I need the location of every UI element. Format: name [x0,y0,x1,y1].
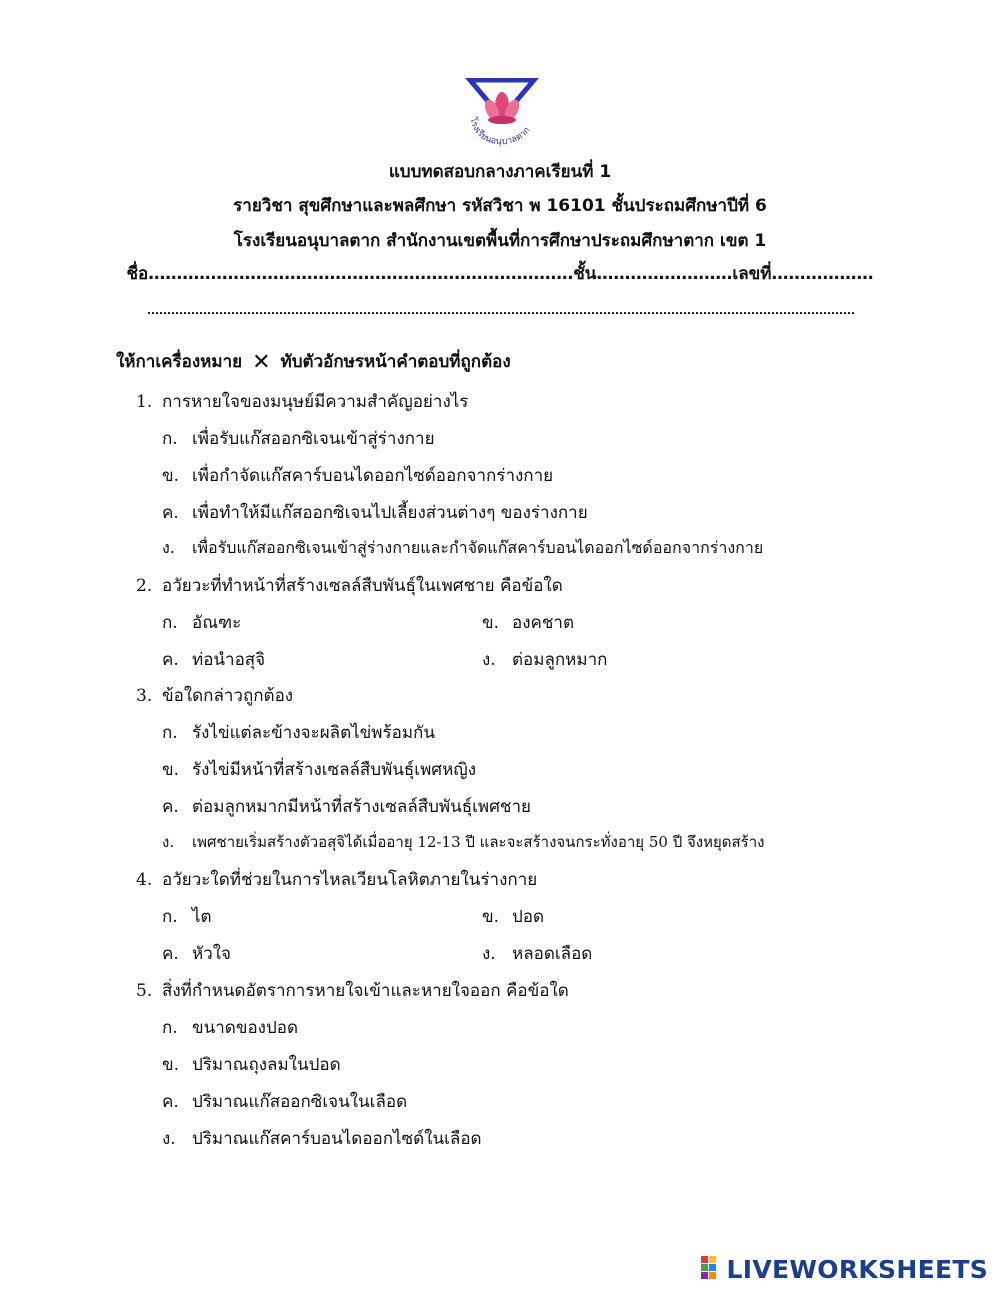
option-text: ท่อนำอสุจิ [192,650,266,670]
option-text: ปริมาณแก๊สออกซิเจนในเลือด [192,1092,408,1112]
option-letter: ข. [162,760,180,780]
question-text: การหายใจของมนุษย์มีความสำคัญอย่างไร [162,392,469,412]
liveworksheets-brand[interactable] [701,1254,988,1284]
question-number: 3. [136,686,153,706]
option-text: เพศชายเริ่มสร้างตัวอสุจิได้เมื่ออายุ 12-13 ปี และจะสร้างจนกระทั่งอายุ 50 ปี จึงหยุดสร้าง [192,833,765,851]
option-letter: ง. [162,1129,176,1149]
option-text: ไต [192,907,212,927]
liveworksheets-logo-icon [701,1256,725,1282]
q1-option-d[interactable] [162,536,763,561]
q1-option-b[interactable] [162,462,553,489]
lotus-icon [482,92,522,124]
option-letter: ก. [162,429,178,449]
option-text: หลอดเลือด [512,944,593,964]
q3-option-d[interactable] [162,830,764,854]
question-4 [136,866,537,893]
option-letter: ค. [162,1092,179,1112]
question-3 [136,682,293,709]
class-label: ชั้น [573,264,597,284]
q3-option-a[interactable] [162,719,435,746]
option-letter: ง. [162,833,175,851]
q5-option-a[interactable] [162,1014,298,1041]
school-logo [462,78,542,150]
q2-option-d[interactable] [482,646,607,673]
option-text: ต่อมลูกหมากมีหน้าที่สร้างเซลล์สืบพันธุ์เพศชาย [192,797,531,817]
option-text: เพื่อรับแก๊สออกซิเจนเข้าสู่ร่างกายและกำจัดแก๊สคาร์บอนไดออกไซด์ออกจากร่างกาย [192,538,764,557]
q2-option-b[interactable] [482,609,574,636]
exam-title: แบบทดสอบกลางภาคเรียนที่ 1 [388,162,612,182]
instruction-after: ทับตัวอักษรหน้าคำตอบที่ถูกต้อง [280,352,511,372]
option-letter: ก. [162,723,178,743]
question-text: สิ่งที่กำหนดอัตราการหายใจเข้าและหายใจออก คือข้อใด [162,981,569,1001]
option-letter: ข. [162,1055,180,1075]
q1-option-c[interactable] [162,499,588,526]
q5-option-d[interactable] [162,1125,482,1152]
brand-name: LIVEWORKSHEETS [726,1254,988,1284]
question-text: อวัยวะที่ทำหน้าที่สร้างเซลล์สืบพันธุ์ในเพศชาย คือข้อใด [162,576,563,596]
option-text: หัวใจ [192,944,232,964]
q3-option-c[interactable] [162,793,531,820]
question-5 [136,977,569,1004]
option-letter: ง. [162,538,175,557]
option-letter: ค. [162,650,179,670]
q5-option-b[interactable] [162,1051,341,1078]
option-text: ปริมาณถุงลมในปอด [192,1055,341,1075]
option-letter: ก. [162,1018,178,1038]
cross-mark-icon: ✕ [252,350,271,375]
q4-option-d[interactable] [482,940,592,967]
class-field[interactable]: …………………… [596,264,733,284]
school-logo-text: โรงเรียนอนุบาลตาก [467,116,533,148]
q4-option-c[interactable] [162,940,231,967]
number-field[interactable]: ……………… [771,264,874,284]
q1-option-a[interactable] [162,425,435,452]
question-number: 5. [136,981,153,1001]
question-number: 1. [136,392,153,412]
question-2 [136,572,563,599]
option-text: องคชาต [512,613,575,633]
q2-option-a[interactable] [162,609,241,636]
option-text: รังไข่มีหน้าที่สร้างเซลล์สืบพันธุ์เพศหญิง [192,760,477,780]
number-label: เลขที่ [732,264,772,284]
q4-option-b[interactable] [482,903,544,930]
question-number: 2. [136,576,153,596]
option-letter: ค. [162,797,179,817]
q3-option-b[interactable] [162,756,476,783]
subject-line: รายวิชา สุขศึกษาและพลศึกษา รหัสวิชา พ 16101 ชั้นประถมศึกษาปีที่ 6 [233,196,767,216]
option-letter: ข. [482,907,500,927]
option-letter: ค. [162,944,179,964]
option-letter: ก. [162,613,178,633]
q5-option-c[interactable] [162,1088,407,1115]
name-field[interactable]: ………………………………………………………………… [148,264,574,284]
option-text: อัณฑะ [192,613,242,633]
instruction [116,348,511,375]
instruction-before: ให้กาเครื่องหมาย [116,352,243,372]
dotted-separator [148,300,854,314]
option-text: ปริมาณแก๊สคาร์บอนไดออกไซด์ในเลือด [192,1129,482,1149]
option-text: เพื่อรับแก๊สออกซิเจนเข้าสู่ร่างกาย [192,429,435,449]
name-label: ชื่อ [126,264,149,284]
q2-option-c[interactable] [162,646,265,673]
option-letter: ก. [162,907,178,927]
question-text: ข้อใดกล่าวถูกต้อง [162,686,294,706]
question-text: อวัยวะใดที่ช่วยในการไหลเวียนโลหิตภายในร่างกาย [162,870,538,890]
option-text: ขนาดของปอด [192,1018,299,1038]
option-text: รังไข่แต่ละข้างจะผลิตไข่พร้อมกัน [192,723,435,743]
q4-option-a[interactable] [162,903,212,930]
option-letter: ง. [482,650,496,670]
question-number: 4. [136,870,153,890]
option-letter: ค. [162,503,179,523]
option-text: เพื่อกำจัดแก๊สคาร์บอนไดออกไซด์ออกจากร่างกาย [192,466,554,486]
question-1 [136,388,468,415]
option-letter: ง. [482,944,496,964]
option-text: ต่อมลูกหมาก [512,650,608,670]
student-info-line [0,260,1000,287]
option-text: ปอด [512,907,545,927]
option-letter: ข. [482,613,500,633]
school-line: โรงเรียนอนุบาลตาก สำนักงานเขตพื้นที่การศึกษาประถมศึกษาตาก เขต 1 [233,231,767,251]
option-letter: ข. [162,466,180,486]
option-text: เพื่อทำให้มีแก๊สออกซิเจนไปเลี้ยงส่วนต่างๆ ของร่างกาย [192,503,588,523]
